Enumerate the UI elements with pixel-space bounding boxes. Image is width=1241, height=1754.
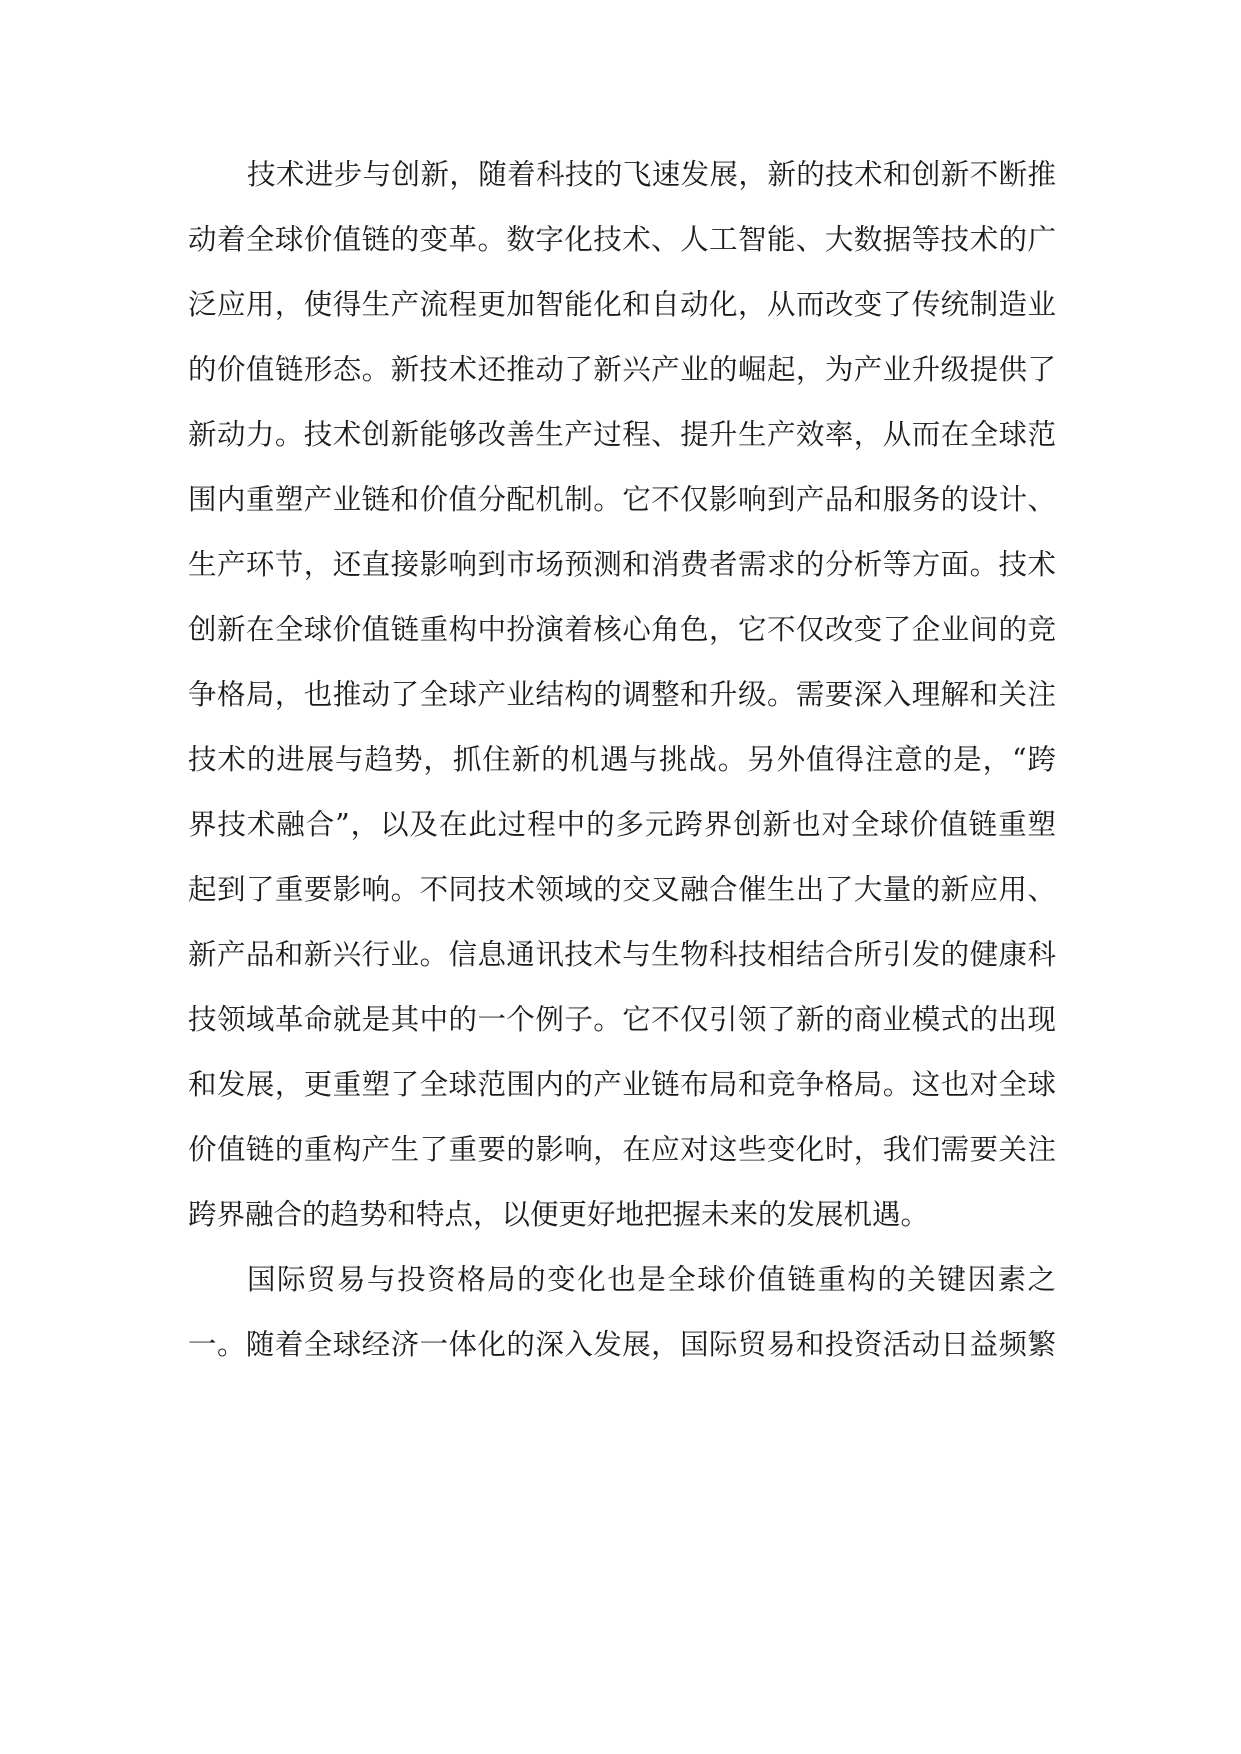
paragraph-2-line-1: 国际贸易与投资格局的变化也是全球价值链重构的关键因素之 bbox=[247, 1263, 1056, 1296]
paragraph-2-line-2: 一。随着全球经济一体化的深入发展，国际贸易和投资活动日益频繁 bbox=[188, 1328, 1056, 1361]
paragraph-1-line-8: 创新在全球价值链重构中扮演着核心角色，它不仅改变了企业间的竞 bbox=[188, 613, 1056, 646]
paragraph-1-line-10: 技术的进展与趋势，抓住新的机遇与挑战。另外值得注意的是，“跨 bbox=[188, 743, 1056, 776]
paragraph-1-line-11: 界技术融合”，以及在此过程中的多元跨界创新也对全球价值链重塑 bbox=[188, 808, 1056, 841]
paragraph-1-line-7: 生产环节，还直接影响到市场预测和消费者需求的分析等方面。技术 bbox=[188, 548, 1056, 581]
paragraph-1-line-12: 起到了重要影响。不同技术领域的交叉融合催生出了大量的新应用、 bbox=[188, 873, 1056, 906]
paragraph-1-line-13: 新产品和新兴行业。信息通讯技术与生物科技相结合所引发的健康科 bbox=[188, 938, 1056, 971]
paragraph-1-line-15: 和发展，更重塑了全球范围内的产业链布局和竞争格局。这也对全球 bbox=[188, 1068, 1056, 1101]
paragraph-1-line-17: 跨界融合的趋势和特点，以便更好地把握未来的发展机遇。 bbox=[188, 1198, 930, 1231]
paragraph-1-line-14: 技领域革命就是其中的一个例子。它不仅引领了新的商业模式的出现 bbox=[188, 1003, 1056, 1036]
paragraph-1-line-4: 的价值链形态。新技术还推动了新兴产业的崛起，为产业升级提供了 bbox=[188, 353, 1056, 386]
paragraph-1-line-2: 动着全球价值链的变革。数字化技术、人工智能、大数据等技术的广 bbox=[188, 223, 1056, 256]
paragraph-1-line-6: 围内重塑产业链和价值分配机制。它不仅影响到产品和服务的设计、 bbox=[188, 483, 1056, 516]
paragraph-1-line-9: 争格局，也推动了全球产业结构的调整和升级。需要深入理解和关注 bbox=[188, 678, 1056, 711]
paragraph-1-line-5: 新动力。技术创新能够改善生产过程、提升生产效率，从而在全球范 bbox=[188, 418, 1056, 451]
paragraph-1-line-3: 泛应用，使得生产流程更加智能化和自动化，从而改变了传统制造业 bbox=[188, 288, 1056, 321]
paragraph-1-line-16: 价值链的重构产生了重要的影响，在应对这些变化时，我们需要关注 bbox=[188, 1133, 1056, 1166]
paragraph-1-line-1: 技术进步与创新，随着科技的飞速发展，新的技术和创新不断推 bbox=[247, 158, 1056, 191]
